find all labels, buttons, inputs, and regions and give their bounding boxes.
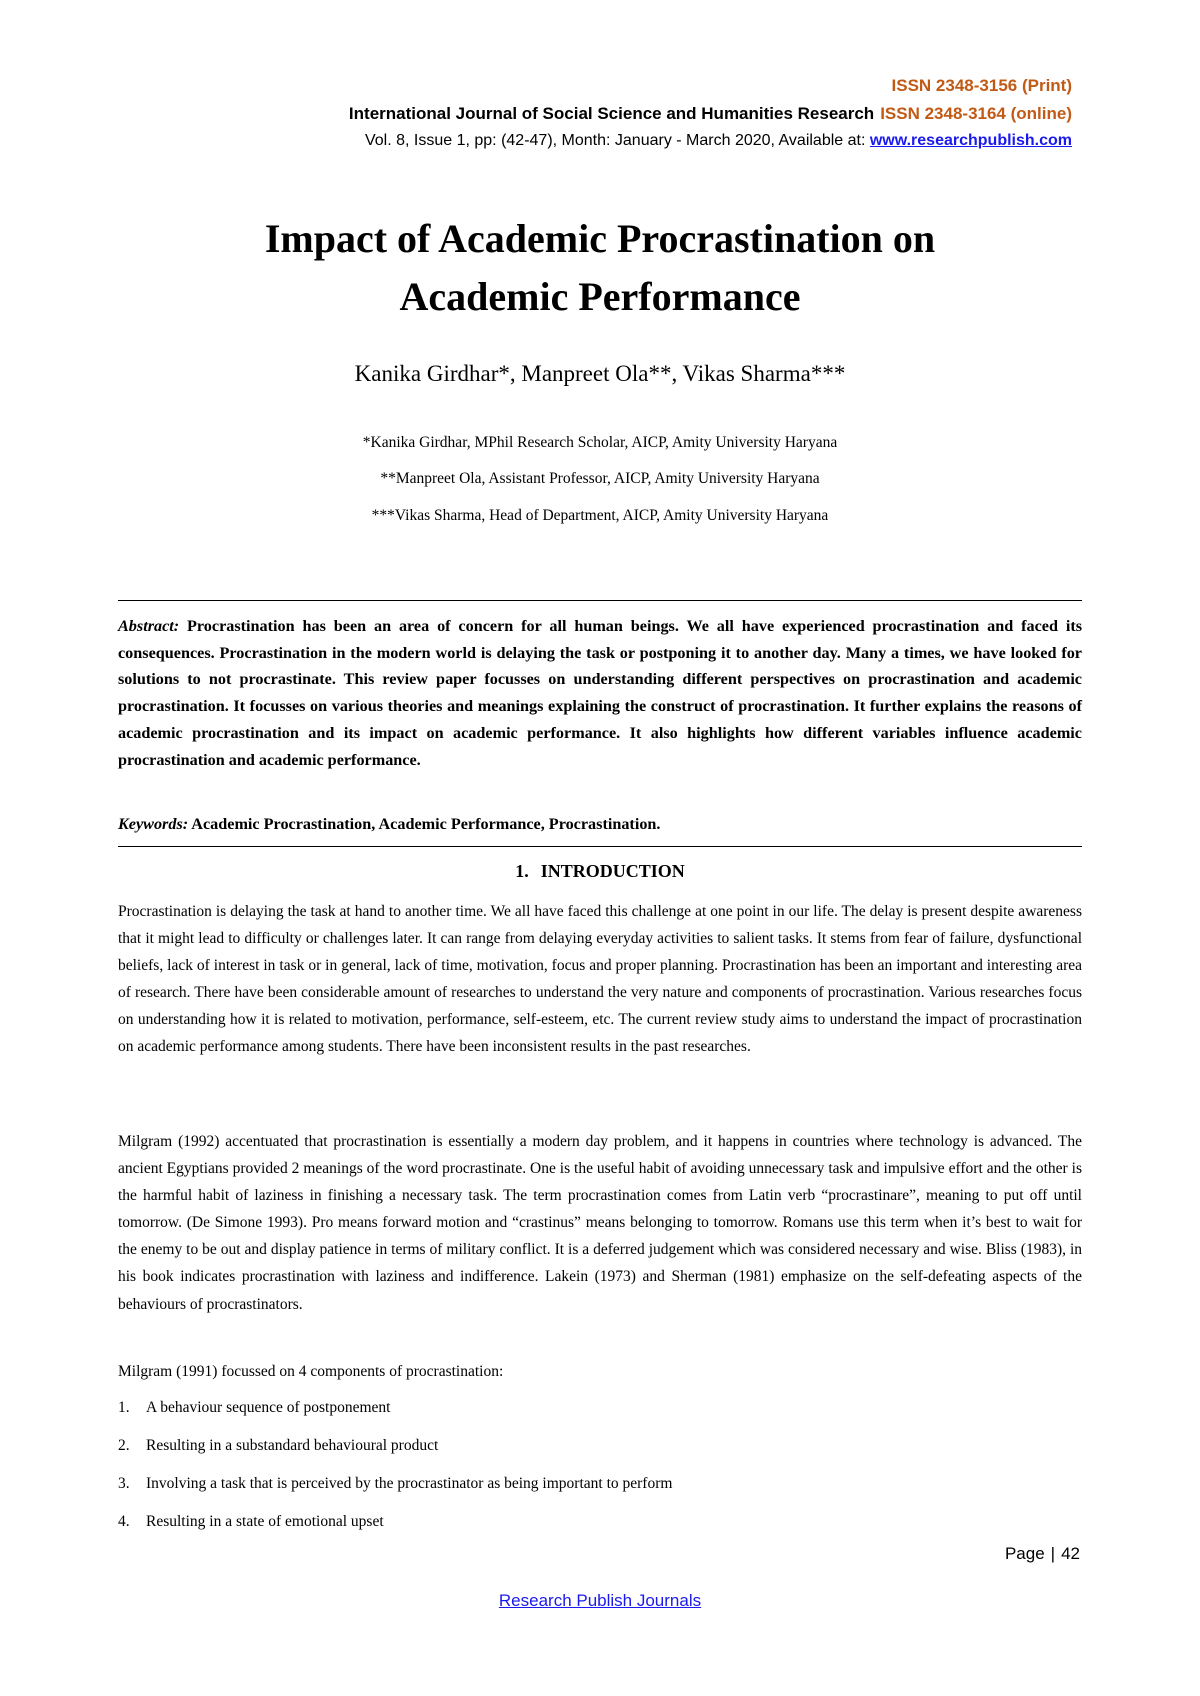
list-item-text: Resulting in a state of emotional upset [146,1513,384,1530]
page-separator: | [1050,1544,1056,1563]
page-number-value: 42 [1061,1544,1080,1563]
list-item-number: 1. [118,1399,130,1416]
issn-print: ISSN 2348-3156 (Print) [891,76,1072,95]
affiliation-1: *Kanika Girdhar, MPhil Research Scholar, AICP, Amity University Haryana [362,434,838,451]
list-item [118,1399,1082,1417]
paper-title-line-1: Impact of Academic Procrastination on [264,216,936,261]
keywords-text: Academic Procrastination, Academic Performance, Procrastination. [191,815,661,833]
section-number: 1. [515,861,529,881]
abstract-top-rule [118,600,1082,601]
footer [0,1591,1200,1611]
affiliation-3: ***Vikas Sharma, Head of Department, AICP, Amity University Haryana [371,507,829,524]
affiliation-2: **Manpreet Ola, Assistant Professor, AICP, Amity University Haryana [380,470,820,487]
abstract [118,613,1082,773]
paragraph-2: Milgram (1992) accentuated that procrastination is essentially a modern day problem, and it happens in countries where technology is advanced. The ancient Egyptians provided 2 meanings of the word procrastinate. One is the useful habit of avoiding unnecessary task and impulsive effort and the other is the harmful habit of laziness in finishing a necessary task. The term procrastination comes from Latin verb “procrastinare”, meaning to put off until tomorrow. (De Simone 1993). Pro means forward motion and “crastinus” means belonging to tomorrow. Romans use this term when it’s best to wait for the enemy to be out and display patience in terms of military conflict. It is a deferred judgement which was considered necessary and wise. Bliss (1983), in his book indicates procrastination with laziness and indifference. Lakein (1973) and Sherman (1981) emphasize on the self-defeating aspects of the behaviours of procrastinators. [118,1133,1082,1313]
publisher-link[interactable]: Research Publish Journals [498,1591,702,1610]
list-item [118,1475,1082,1493]
page-number [1005,1544,1080,1564]
journal-header-line [349,104,1072,124]
paragraph-1: Procrastination is delaying the task at hand to another time. We all have faced this challenge at one point in our life. The delay is present despite awareness that it might lead to difficulty or challenges later. It can range from delaying everyday activities to salient tasks. It stems from fear of failure, dysfunctional beliefs, lack of interest in task or in general, lack of time, motivation, focus and proper planning. Procrastination has been an important and interesting area of research. There have been considerable amount of researches to understand the very nature and components of procrastination. Various researches focus on understanding how it is related to motivation, performance, self-esteem, etc. The current review study aims to understand the impact of procrastination on academic performance among students. There have been inconsistent results in the past researches. [118,903,1082,1056]
abstract-bottom-rule [118,846,1082,847]
paper-title [0,210,1200,326]
list-item-number: 3. [118,1475,130,1492]
volume-info: Vol. 8, Issue 1, pp: (42-47), Month: January - March 2020, Available at: [364,132,870,149]
journal-name: International Journal of Social Science and Humanities Research [348,104,875,123]
list-item [118,1513,1082,1531]
abstract-text: Procrastination has been an area of concern for all human beings. We all have experienced procrastination and faced its consequences. Procrastination in the modern world is delaying the task or postponing it to another day. Many a times, we have looked for solutions to not procrastinate. This review paper focusses on understanding different perspectives on procrastination and academic procrastination. It focusses on various theories and meanings explaining the construct of procrastination. It further explains the reasons of academic procrastination and its impact on academic performance. It also highlights how different variables influence academic procrastination and academic performance. [118,617,1083,769]
section-heading [0,861,1200,882]
keywords [118,815,1082,834]
keywords-label: Keywords: [118,815,189,833]
paper-title-line-2: Academic Performance [399,274,801,319]
list-item-number: 2. [118,1437,130,1454]
volume-line [365,132,1072,150]
list-item-text: Resulting in a substandard behavioural product [146,1437,439,1454]
list-item-text: A behaviour sequence of postponement [146,1399,391,1416]
paragraph-3: Milgram (1991) focussed on 4 components of procrastination: [118,1363,504,1380]
list-item [118,1437,1082,1455]
issn-online: ISSN 2348-3164 (online) [880,104,1072,123]
list-item-text: Involving a task that is perceived by the procrastinator as being important to perform [146,1475,673,1492]
page-label: Page [1004,1544,1045,1563]
abstract-label: Abstract: [118,617,180,635]
author-list: Kanika Girdhar*, Manpreet Ola**, Vikas Sharma*** [354,361,846,386]
list-item-number: 4. [118,1513,130,1530]
section-title: INTRODUCTION [540,861,685,881]
website-link[interactable]: www.researchpublish.com [869,132,1072,149]
